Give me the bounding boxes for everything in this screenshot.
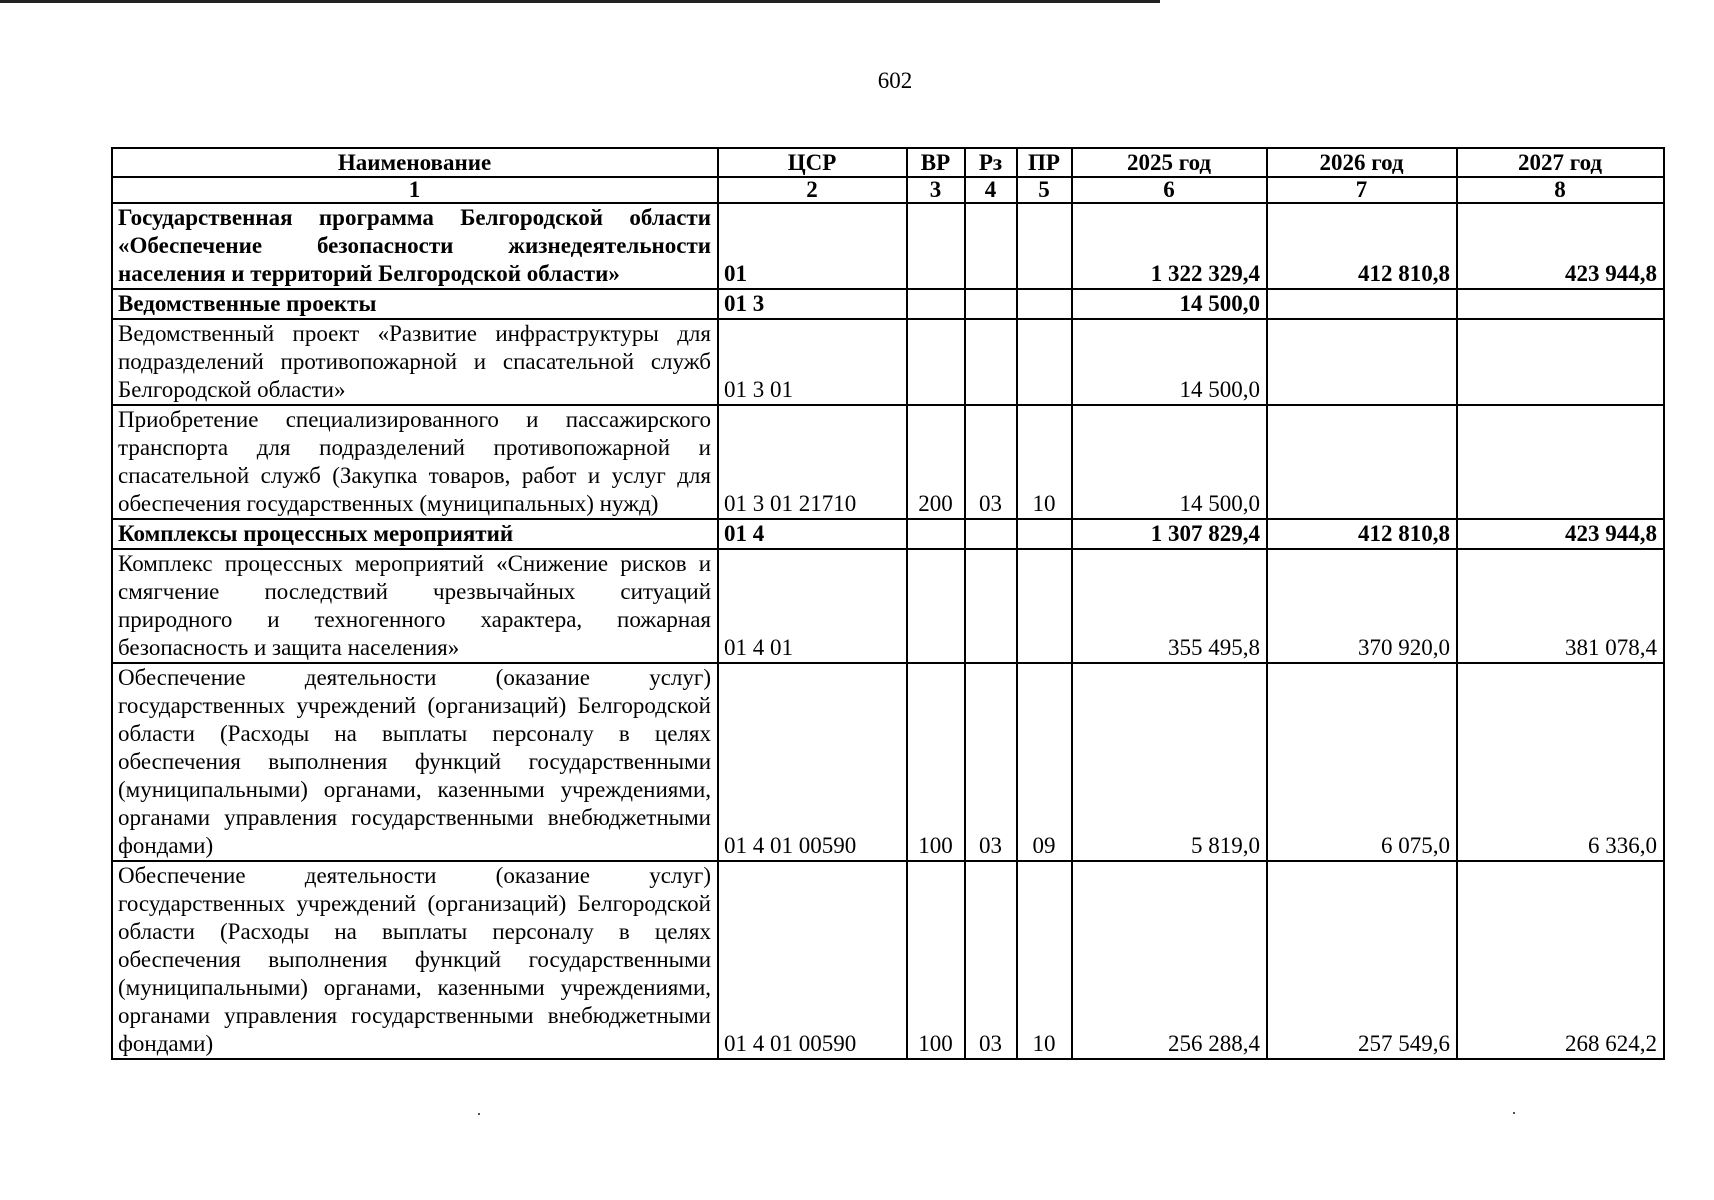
page-number: 602 — [877, 68, 913, 93]
row-2027 — [1457, 319, 1664, 405]
table-row — [112, 549, 1664, 663]
table-row — [112, 405, 1664, 519]
row-2025: 5 819,0 — [1072, 663, 1267, 861]
row-name: Обеспечение деятельности (оказание услуг) государственных учреждений (организаций) Белгородской области (Расходы на выплаты персоналу в целях обеспечения выполнения функций государственными (муниципальными) органами, казенными учреждениями, органами управления государственными внебюджетными фондами) — [112, 663, 718, 861]
column-number: 4 — [965, 177, 1017, 203]
row-vr — [907, 549, 965, 663]
row-vr — [907, 289, 965, 319]
row-2026: 6 075,0 — [1267, 663, 1457, 861]
row-rz — [965, 549, 1017, 663]
row-name: Обеспечение деятельности (оказание услуг) государственных учреждений (организаций) Белгородской области (Расходы на выплаты персоналу в целях обеспечения выполнения функций государственными (муниципальными) органами, казенными учреждениями, органами управления государственными внебюджетными фондами) — [112, 861, 718, 1059]
row-csr: 01 — [718, 203, 907, 289]
column-number: 7 — [1267, 177, 1457, 203]
row-2027: 6 336,0 — [1457, 663, 1664, 861]
row-2026 — [1267, 405, 1457, 519]
row-csr: 01 4 01 — [718, 549, 907, 663]
row-name: Приобретение специализированного и пассажирского транспорта для подразделений противопожарной и спасательной служб (Закупка товаров, работ и услуг для обеспечения государственных (муниципальных) нужд) — [112, 405, 718, 519]
row-csr: 01 3 — [718, 289, 907, 319]
top-border-line — [0, 0, 1160, 3]
row-pr: 09 — [1017, 663, 1072, 861]
row-2026: 257 549,6 — [1267, 861, 1457, 1059]
header-2025: 2025 год — [1072, 148, 1267, 177]
row-pr — [1017, 519, 1072, 549]
row-2025: 256 288,4 — [1072, 861, 1267, 1059]
row-rz: 03 — [965, 405, 1017, 519]
row-rz — [965, 203, 1017, 289]
row-2025: 1 322 329,4 — [1072, 203, 1267, 289]
row-2025: 14 500,0 — [1072, 289, 1267, 319]
table-row — [112, 203, 1664, 289]
row-2026: 412 810,8 — [1267, 519, 1457, 549]
row-csr: 01 3 01 21710 — [718, 405, 907, 519]
table-row — [112, 861, 1664, 1059]
budget-table — [111, 147, 1665, 1060]
row-csr: 01 4 — [718, 519, 907, 549]
row-name: Государственная программа Белгородской области «Обеспечение безопасности жизнедеятельности населения и территорий Белгородской области» — [112, 203, 718, 289]
row-vr — [907, 319, 965, 405]
header-2027: 2027 год — [1457, 148, 1664, 177]
row-csr: 01 3 01 — [718, 319, 907, 405]
row-2026 — [1267, 289, 1457, 319]
header-rz: Рз — [965, 148, 1017, 177]
row-name: Ведомственные проекты — [112, 289, 718, 319]
header-pr: ПР — [1017, 148, 1072, 177]
row-name: Ведомственный проект «Развитие инфраструктуры для подразделений противопожарной и спасательной служб Белгородской области» — [112, 319, 718, 405]
column-number: 1 — [112, 177, 718, 203]
row-2025: 14 500,0 — [1072, 319, 1267, 405]
row-2027: 423 944,8 — [1457, 519, 1664, 549]
row-pr — [1017, 289, 1072, 319]
row-2025: 355 495,8 — [1072, 549, 1267, 663]
row-pr: 10 — [1017, 405, 1072, 519]
row-vr — [907, 519, 965, 549]
row-vr — [907, 203, 965, 289]
header-name: Наименование — [112, 148, 718, 177]
row-rz: 03 — [965, 663, 1017, 861]
row-2027 — [1457, 405, 1664, 519]
column-numbers-row — [112, 177, 1664, 203]
column-number: 3 — [907, 177, 965, 203]
row-csr: 01 4 01 00590 — [718, 663, 907, 861]
column-number: 2 — [718, 177, 907, 203]
table-row — [112, 289, 1664, 319]
row-rz — [965, 319, 1017, 405]
row-vr: 200 — [907, 405, 965, 519]
row-vr: 100 — [907, 861, 965, 1059]
table-row — [112, 319, 1664, 405]
row-2025: 14 500,0 — [1072, 405, 1267, 519]
row-name: Комплексы процессных мероприятий — [112, 519, 718, 549]
row-vr: 100 — [907, 663, 965, 861]
table-row — [112, 663, 1664, 861]
row-2026: 412 810,8 — [1267, 203, 1457, 289]
row-2025: 1 307 829,4 — [1072, 519, 1267, 549]
row-rz: 03 — [965, 861, 1017, 1059]
row-2027 — [1457, 289, 1664, 319]
row-name: Комплекс процессных мероприятий «Снижение рисков и смягчение последствий чрезвычайных ситуаций природного и техногенного характера, пожарная безопасность и защита населения» — [112, 549, 718, 663]
scan-speck — [1513, 1112, 1515, 1114]
row-2027: 381 078,4 — [1457, 549, 1664, 663]
scan-speck — [478, 1113, 480, 1115]
row-rz — [965, 519, 1017, 549]
header-2026: 2026 год — [1267, 148, 1457, 177]
column-number: 5 — [1017, 177, 1072, 203]
row-rz — [965, 289, 1017, 319]
row-pr — [1017, 319, 1072, 405]
row-2026 — [1267, 319, 1457, 405]
row-pr: 10 — [1017, 861, 1072, 1059]
row-csr: 01 4 01 00590 — [718, 861, 907, 1059]
row-2027: 423 944,8 — [1457, 203, 1664, 289]
row-pr — [1017, 203, 1072, 289]
header-row — [112, 148, 1664, 177]
column-number: 6 — [1072, 177, 1267, 203]
header-csr: ЦСР — [718, 148, 907, 177]
row-2027: 268 624,2 — [1457, 861, 1664, 1059]
row-pr — [1017, 549, 1072, 663]
header-vr: ВР — [907, 148, 965, 177]
row-2026: 370 920,0 — [1267, 549, 1457, 663]
column-number: 8 — [1457, 177, 1664, 203]
table-row — [112, 519, 1664, 549]
